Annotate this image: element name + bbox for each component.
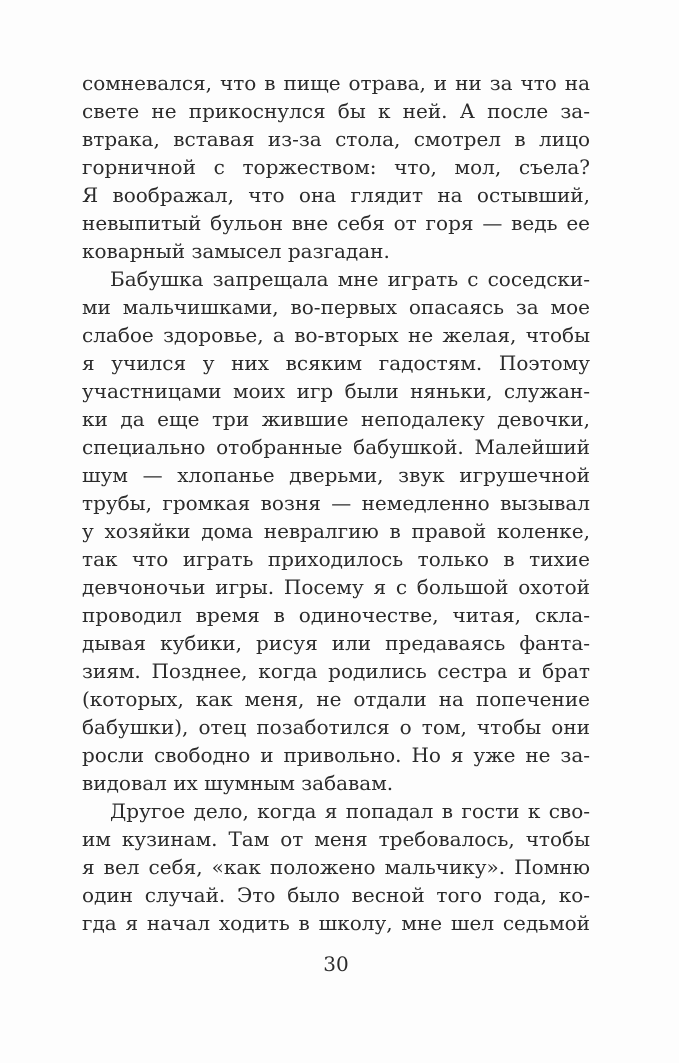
text-line: зиям. Позднее, когда родились сестра и брат <box>82 659 590 683</box>
page-number: 30 <box>323 952 349 976</box>
text-line: Бабушка запрещала мне играть с соседски- <box>110 267 590 291</box>
text-line: дывая кубики, рисуя или предаваясь фанта- <box>82 631 590 655</box>
text-line: слабое здоровье, а во-вторых не желая, чтобы <box>82 323 590 347</box>
text-line: один случай. Это было весной того года, ко- <box>82 883 590 907</box>
text-line: (которых, как меня, не отдали на попечение <box>82 687 590 711</box>
text-line: я вел себя, «как положено мальчику». Помню <box>82 855 590 879</box>
text-line: сомневался, что в пище отрава, и ни за что на <box>82 71 590 95</box>
text-line: шум — хлопанье дверьми, звук игрушечной <box>82 463 590 487</box>
paragraph <box>82 265 590 797</box>
text-line: проводил время в одиночестве, читая, скла- <box>82 603 590 627</box>
text-line: у хозяйки дома невралгию в правой коленке, <box>82 519 590 543</box>
page-text <box>82 69 590 937</box>
text-line: коварный замысел разгадан. <box>82 239 390 263</box>
text-line: так что играть приходилось только в тихие <box>82 547 590 571</box>
text-line: горничной с торжеством: что, мол, съела? <box>82 155 590 179</box>
text-line: росли свободно и привольно. Но я уже не за- <box>82 743 590 767</box>
text-line: видовал их шумным забавам. <box>82 771 394 795</box>
text-line: втрака, вставая из-за стола, смотрел в лицо <box>82 127 590 151</box>
text-line: свете не прикоснулся бы к ней. А после за- <box>82 99 590 123</box>
paragraph <box>82 797 590 937</box>
paragraph <box>82 69 590 265</box>
text-line: гда я начал ходить в школу, мне шел седьмой <box>82 911 590 935</box>
text-line: специально отобранные бабушкой. Малейший <box>82 435 590 459</box>
text-line: бабушки), отец позаботился о том, чтобы они <box>82 715 590 739</box>
text-line: участницами моих игр были няньки, служан- <box>82 379 590 403</box>
text-line: Я воображал, что она глядит на остывший, <box>82 183 590 207</box>
text-line: ки да еще три жившие неподалеку девочки, <box>82 407 590 431</box>
text-line: трубы, громкая возня — немедленно вызывал <box>82 491 590 515</box>
text-line: им кузинам. Там от меня требовалось, чтобы <box>82 827 590 851</box>
text-line: ми мальчишками, во-первых опасаясь за мое <box>82 295 590 319</box>
text-line: невыпитый бульон вне себя от горя — ведь ее <box>82 211 590 235</box>
text-line: Другое дело, когда я попадал в гости к сво- <box>110 799 590 823</box>
text-line: девчоночьи игры. Посему я с большой охотой <box>82 575 590 599</box>
text-line: я учился у них всяким гадостям. Поэтому <box>82 351 590 375</box>
